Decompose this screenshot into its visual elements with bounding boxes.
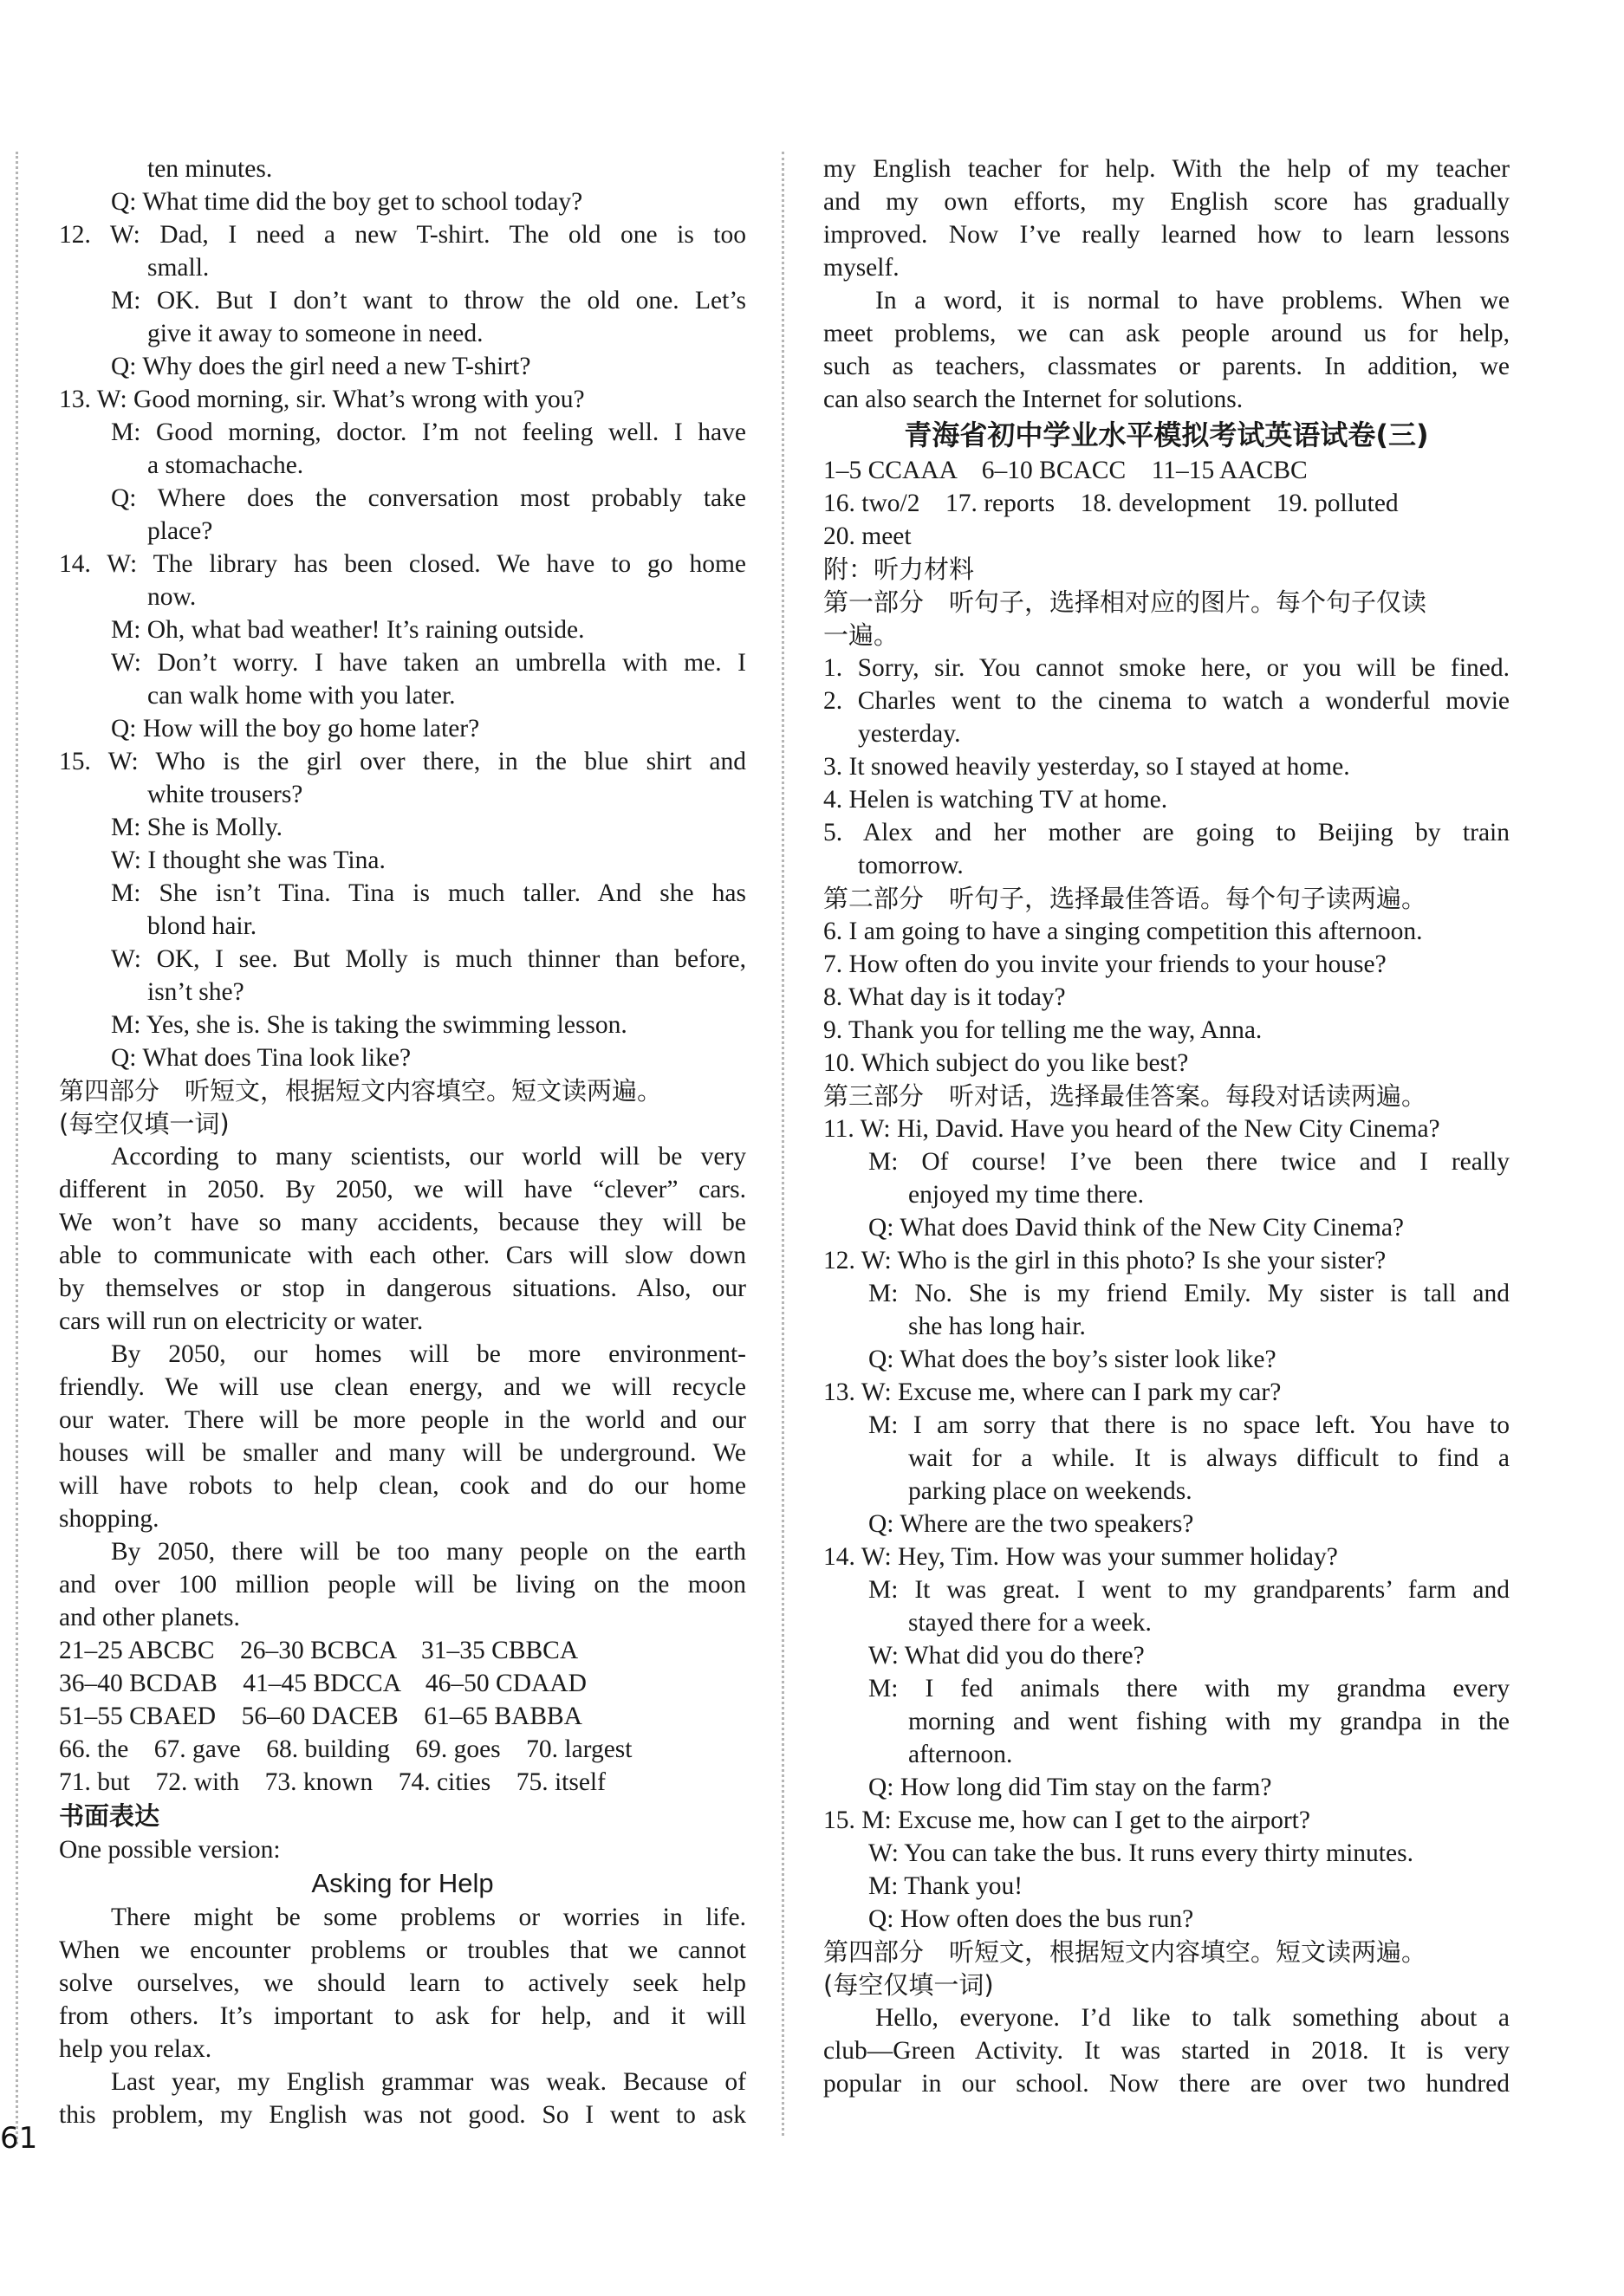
- dialogue-line: M: She is Molly.: [111, 814, 283, 841]
- passage-line: Hello, everyone. I’d like to talk something about a: [875, 2004, 1510, 2032]
- sentence-line: tomorrow.: [858, 852, 964, 879]
- section-heading: 第四部分 听短文，根据短文内容填空。短文读两遍。: [59, 1076, 663, 1106]
- passage-line: different in 2050. By 2050, we will have “clever” cars.: [59, 1176, 746, 1203]
- passage-line: houses will be smaller and many will be underground. We: [59, 1439, 746, 1467]
- dialogue-line: W: I thought she was Tina.: [111, 846, 386, 874]
- dialogue-line: morning and went fishing with my grandpa in the: [908, 1708, 1510, 1735]
- column-divider: [782, 152, 784, 2136]
- essay-line: In a word, it is normal to have problems. When we: [875, 287, 1510, 315]
- passage-line: cars will run on electricity or water.: [59, 1307, 424, 1335]
- dialogue-line: W: What did you do there?: [868, 1642, 1145, 1670]
- sentence-line: 8. What day is it today?: [823, 983, 1066, 1011]
- essay-line: There might be some problems or worries in life.: [111, 1904, 746, 1931]
- passage-line: will have robots to help clean, cook and do our home: [59, 1472, 746, 1500]
- right-column: [823, 152, 1510, 2100]
- dialogue-line: M: I fed animals there with my grandma every: [868, 1675, 1510, 1703]
- passage-line: our water. There will be more people in the world and our: [59, 1406, 746, 1434]
- dialogue-line: now.: [147, 583, 197, 611]
- essay-line: Last year, my English grammar was weak. Because of: [111, 2068, 746, 2096]
- sentence-line: 1. Sorry, sir. You cannot smoke here, or you will be fined.: [823, 654, 1510, 682]
- dialogue-line: 15. W: Who is the girl over there, in the blue shirt and: [59, 748, 746, 775]
- question-line: Q: How long did Tim stay on the farm?: [868, 1774, 1272, 1801]
- dialogue-line: W: You can take the bus. It runs every thirty minutes.: [868, 1839, 1413, 1867]
- dialogue-line: 13. W: Excuse me, where can I park my car?: [823, 1378, 1282, 1406]
- question-line: Q: Where are the two speakers?: [868, 1510, 1194, 1538]
- essay-line: myself.: [823, 254, 900, 282]
- dialogue-line: 12. W: Dad, I need a new T-shirt. The old one is too: [59, 221, 746, 249]
- passage-line: and over 100 million people will be living on the moon: [59, 1571, 746, 1599]
- question-line: Q: Why does the girl need a new T-shirt?: [111, 353, 531, 380]
- essay-line: meet problems, we can ask people around us for help,: [823, 320, 1510, 347]
- dialogue-line: 14. W: The library has been closed. We have to go home: [59, 550, 746, 578]
- essay-line: and my own efforts, my English score has gradually: [823, 188, 1510, 216]
- answer-line: 71. but 72. with 73. known 74. cities 75. itself: [59, 1768, 606, 1796]
- dialogue-line: 15. M: Excuse me, how can I get to the airport?: [823, 1806, 1310, 1834]
- sentence-line: yesterday.: [858, 720, 961, 748]
- dialogue-line: 12. W: Who is the girl in this photo? Is she your sister?: [823, 1247, 1387, 1274]
- writing-intro: One possible version:: [59, 1836, 281, 1864]
- answer-line: 1–5 CCAAA 6–10 BCACC 11–15 AACBC: [823, 457, 1308, 484]
- sentence-line: 2. Charles went to the cinema to watch a wonderful movie: [823, 687, 1510, 715]
- essay-title: Asking for Help: [311, 1868, 494, 1898]
- dialogue-line: ten minutes.: [147, 155, 273, 183]
- dialogue-line: M: She isn’t Tina. Tina is much taller. And she has: [111, 879, 746, 907]
- answer-line: 66. the 67. gave 68. building 69. goes 70. largest: [59, 1735, 633, 1763]
- dialogue-line: W: Don’t worry. I have taken an umbrella with me. I: [111, 649, 746, 677]
- passage-line: club—Green Activity. It was started in 2018. It is very: [823, 2037, 1510, 2065]
- dialogue-line: W: OK, I see. But Molly is much thinner than before,: [111, 945, 746, 973]
- essay-line: can also search the Internet for solutions.: [823, 386, 1244, 413]
- dialogue-line: M: No. She is my friend Emily. My sister is tall and: [868, 1280, 1510, 1307]
- dialogue-line: M: Of course! I’ve been there twice and I really: [868, 1148, 1510, 1176]
- dialogue-line: M: It was great. I went to my grandparents’ farm and: [868, 1576, 1510, 1604]
- dialogue-line: stayed there for a week.: [908, 1609, 1152, 1637]
- sentence-line: 3. It snowed heavily yesterday, so I stayed at home.: [823, 753, 1350, 781]
- sentence-line: 4. Helen is watching TV at home.: [823, 786, 1168, 814]
- section-heading: 第四部分 听短文，根据短文内容填空。短文读两遍。: [823, 1937, 1427, 1967]
- passage-line: by themselves or stop in dangerous situations. Also, our: [59, 1274, 746, 1302]
- dialogue-line: 14. W: Hey, Tim. How was your summer holiday?: [823, 1543, 1338, 1571]
- passage-line: By 2050, our homes will be more environment-: [111, 1340, 746, 1368]
- question-line: Q: What does David think of the New City Cinema?: [868, 1214, 1405, 1242]
- section-note: (每空仅填一词): [59, 1109, 230, 1138]
- essay-line: my English teacher for help. With the help of my teacher: [823, 155, 1510, 183]
- answer-line: 51–55 CBAED 56–60 DACEB 61–65 BABBA: [59, 1703, 582, 1730]
- dialogue-line: M: Good morning, doctor. I’m not feeling well. I have: [111, 418, 746, 446]
- dialogue-line: blond hair.: [147, 912, 257, 940]
- passage-line: and other planets.: [59, 1604, 240, 1631]
- essay-line: from others. It’s important to ask for help, and it will: [59, 2002, 746, 2030]
- sentence-line: 9. Thank you for telling me the way, Anna.: [823, 1016, 1263, 1044]
- passage-line: According to many scientists, our world will be very: [111, 1143, 746, 1171]
- sentence-line: 10. Which subject do you like best?: [823, 1049, 1189, 1077]
- section-heading: 第二部分 听句子，选择最佳答语。每个句子读两遍。: [823, 884, 1427, 913]
- question-line: Q: Where does the conversation most probably take: [111, 484, 746, 512]
- appendix-label: 附：听力材料: [823, 555, 975, 584]
- essay-line: such as teachers, classmates or parents. In addition, we: [823, 353, 1510, 380]
- answer-line: 20. meet: [823, 522, 912, 550]
- exam-title: 青海省初中学业水平模拟考试英语试卷(三): [904, 418, 1429, 451]
- section-note: (每空仅填一词): [823, 1970, 994, 2000]
- dialogue-line: white trousers?: [147, 781, 303, 808]
- question-line: Q: How will the boy go home later?: [111, 715, 480, 743]
- passage-line: By 2050, there will be too many people on the earth: [111, 1538, 746, 1566]
- question-line: Q: What time did the boy get to school today?: [111, 188, 583, 216]
- dialogue-line: give it away to someone in need.: [147, 320, 484, 347]
- dialogue-line: M: I am sorry that there is no space left. You have to: [868, 1411, 1510, 1439]
- question-line: place?: [147, 517, 213, 545]
- dialogue-line: wait for a while. It is always difficult to find a: [908, 1444, 1510, 1472]
- dialogue-line: M: OK. But I don’t want to throw the old one. Let’s: [111, 287, 746, 315]
- sentence-line: 7. How often do you invite your friends to your house?: [823, 950, 1387, 978]
- essay-line: help you relax.: [59, 2035, 212, 2063]
- question-line: Q: What does the boy’s sister look like?: [868, 1346, 1276, 1373]
- writing-heading: 书面表达: [59, 1801, 160, 1831]
- essay-line: this problem, my English was not good. So I went to ask: [59, 2101, 746, 2129]
- left-column: [59, 152, 746, 2131]
- dialogue-line: 11. W: Hi, David. Have you heard of the New City Cinema?: [823, 1115, 1440, 1143]
- dialogue-line: enjoyed my time there.: [908, 1181, 1144, 1209]
- passage-line: popular in our school. Now there are over two hundred: [823, 2070, 1510, 2098]
- essay-line: improved. Now I’ve really learned how to learn lessons: [823, 221, 1510, 249]
- dialogue-line: afternoon.: [908, 1741, 1013, 1768]
- dialogue-line: M: Yes, she is. She is taking the swimming lesson.: [111, 1011, 627, 1039]
- dialogue-line: isn’t she?: [147, 978, 244, 1006]
- sentence-line: 6. I am going to have a singing competition this afternoon.: [823, 918, 1423, 945]
- passage-line: We won’t have so many accidents, because they will be: [59, 1209, 746, 1236]
- essay-line: When we encounter problems or troubles that we cannot: [59, 1936, 746, 1964]
- dialogue-line: she has long hair.: [908, 1313, 1086, 1340]
- sentence-line: 5. Alex and her mother are going to Beijing by train: [823, 819, 1510, 846]
- page-number: 61: [0, 2121, 38, 2156]
- dialogue-line: M: Oh, what bad weather! It’s raining outside.: [111, 616, 585, 644]
- section-heading: 第一部分 听句子，选择相对应的图片。每个句子仅读: [823, 587, 1427, 617]
- dialogue-line: parking place on weekends.: [908, 1477, 1192, 1505]
- question-line: Q: What does Tina look like?: [111, 1044, 412, 1072]
- question-line: Q: How often does the bus run?: [868, 1905, 1194, 1933]
- section-heading: 一遍。: [823, 620, 900, 650]
- answer-line: 16. two/2 17. reports 18. development 19. polluted: [823, 490, 1399, 517]
- dialogue-line: can walk home with you later.: [147, 682, 456, 710]
- dialogue-line: small.: [147, 254, 210, 282]
- dialogue-line: 13. W: Good morning, sir. What’s wrong with you?: [59, 386, 585, 413]
- dialogue-line: a stomachache.: [147, 451, 304, 479]
- passage-line: shopping.: [59, 1505, 159, 1533]
- binding-margin: [16, 152, 18, 2144]
- passage-line: friendly. We will use clean energy, and we will recycle: [59, 1373, 746, 1401]
- answer-line: 36–40 BCDAB 41–45 BDCCA 46–50 CDAAD: [59, 1670, 587, 1697]
- passage-line: able to communicate with each other. Cars will slow down: [59, 1242, 746, 1269]
- dialogue-line: M: Thank you!: [868, 1872, 1023, 1900]
- answer-line: 21–25 ABCBC 26–30 BCBCA 31–35 CBBCA: [59, 1637, 579, 1664]
- section-heading: 第三部分 听对话，选择最佳答案。每段对话读两遍。: [823, 1081, 1427, 1111]
- essay-line: solve ourselves, we should learn to actively seek help: [59, 1969, 746, 1997]
